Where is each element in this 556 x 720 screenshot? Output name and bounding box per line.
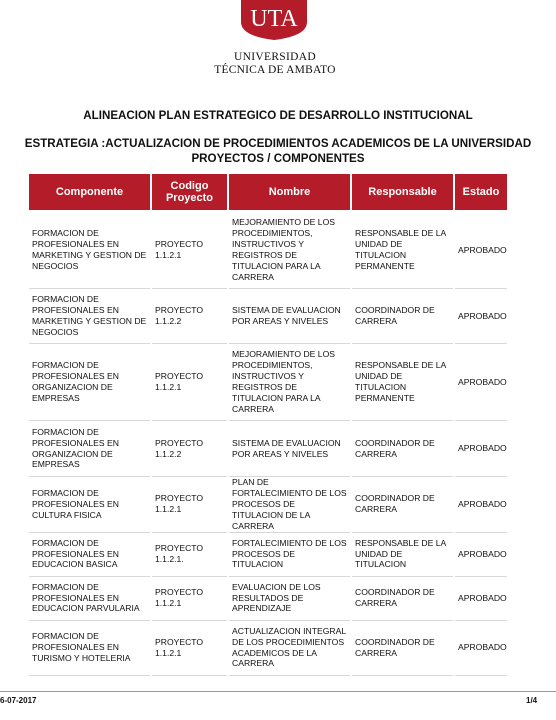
table-row (29, 477, 507, 533)
cell-nombre: MEJORAMIENTO DE LOS PROCEDIMIENTOS, INSTRUCTIVOS Y REGISTROS DE TITULACION PARA LA CARRERA (229, 344, 350, 421)
cell-nombre: SISTEMA DE EVALUACION POR AREAS Y NIVELES (229, 421, 350, 477)
cell-nombre: SISTEMA DE EVALUACION POR AREAS Y NIVELES (229, 289, 350, 344)
cell-estado: APROBADO (455, 421, 507, 477)
cell-componente: FORMACION DE PROFESIONALES EN CULTURA FISICA (29, 477, 150, 533)
header-codigo-proyecto: Codigo Proyecto (152, 174, 227, 212)
cell-codigo: PROYECTO 1.1.2.1 (152, 477, 227, 533)
subtitle-line-1: ESTRATEGIA :ACTUALIZACION DE PROCEDIMIENTOS ACADEMICOS DE LA UNIVERSIDAD (24, 137, 532, 150)
cell-componente: FORMACION DE PROFESIONALES EN EDUCACION BASICA (29, 533, 150, 577)
university-name-line2: TÉCNICA DE AMBATO (214, 64, 336, 76)
header-nombre: Nombre (229, 174, 350, 212)
table-row (29, 621, 507, 676)
cell-responsable: RESPONSABLE DE LA UNIDAD DE TITULACION PERMANENTE (352, 344, 453, 421)
cell-codigo: PROYECTO 1.1.2.2 (152, 421, 227, 477)
cell-responsable: COORDINADOR DE CARRERA (352, 289, 453, 344)
cell-nombre: PLAN DE FORTALECIMIENTO DE LOS PROCESOS DE TITULACION DE LA CARRERA (229, 477, 350, 533)
cell-componente: FORMACION DE PROFESIONALES EN ORGANIZACION DE EMPRESAS (29, 344, 150, 421)
cell-estado: APROBADO (455, 344, 507, 421)
cell-codigo: PROYECTO 1.1.2.1. (152, 533, 227, 577)
page-number: 1/4 (526, 696, 538, 705)
logo-text: UTA (250, 6, 298, 32)
cell-responsable: COORDINADOR DE CARRERA (352, 577, 453, 621)
subtitle-line-2: PROYECTOS / COMPONENTES (191, 152, 365, 165)
cell-componente: FORMACION DE PROFESIONALES EN ORGANIZACION DE EMPRESAS (29, 421, 150, 477)
cell-codigo: PROYECTO 1.1.2.2 (152, 289, 227, 344)
cell-estado: APROBADO (455, 289, 507, 344)
table-row (29, 533, 507, 577)
cell-nombre: MEJORAMIENTO DE LOS PROCEDIMIENTOS, INSTRUCTIVOS Y REGISTROS DE TITULACION PARA LA CARRERA (229, 212, 350, 289)
cell-responsable: RESPONSABLE DE LA UNIDAD DE TITULACION PERMANENTE (352, 212, 453, 289)
cell-codigo: PROYECTO 1.1.2.1 (152, 577, 227, 621)
footer-date: 6-07-2017 (0, 696, 37, 705)
cell-estado: APROBADO (455, 533, 507, 577)
cell-nombre: FORTALECIMIENTO DE LOS PROCESOS DE TITULACION (229, 533, 350, 577)
cell-componente: FORMACION DE PROFESIONALES EN EDUCACION PARVULARIA (29, 577, 150, 621)
cell-nombre: EVALUACION DE LOS RESULTADOS DE APRENDIZAJE (229, 577, 350, 621)
cell-estado: APROBADO (455, 212, 507, 289)
university-name-line1: UNIVERSIDAD (234, 51, 316, 63)
cell-responsable: COORDINADOR DE CARRERA (352, 477, 453, 533)
table-row (29, 421, 507, 477)
document-title: ALINEACION PLAN ESTRATEGICO DE DESARROLLO INSTITUCIONAL (83, 109, 473, 122)
header-componente: Componente (29, 174, 150, 212)
cell-estado: APROBADO (455, 477, 507, 533)
header-responsable: Responsable (352, 174, 453, 212)
cell-codigo: PROYECTO 1.1.2.1 (152, 344, 227, 421)
table-row (29, 212, 507, 289)
table-row (29, 289, 507, 344)
table-row (29, 344, 507, 421)
cell-componente: FORMACION DE PROFESIONALES EN MARKETING Y GESTION DE NEGOCIOS (29, 289, 150, 344)
cell-codigo: PROYECTO 1.1.2.1 (152, 621, 227, 676)
cell-responsable: COORDINADOR DE CARRERA (352, 421, 453, 477)
projects-table (27, 174, 509, 676)
footer-divider (0, 691, 556, 692)
cell-codigo: PROYECTO 1.1.2.1 (152, 212, 227, 289)
header-estado: Estado (455, 174, 507, 212)
table-row (29, 577, 507, 621)
university-logo (205, 0, 345, 82)
cell-estado: APROBADO (455, 577, 507, 621)
cell-nombre: ACTUALIZACION INTEGRAL DE LOS PROCEDIMIENTOS ACADEMICOS DE LA CARRERA (229, 621, 350, 676)
cell-componente: FORMACION DE PROFESIONALES EN MARKETING Y GESTION DE NEGOCIOS (29, 212, 150, 289)
cell-responsable: COORDINADOR DE CARRERA (352, 621, 453, 676)
cell-responsable: RESPONSABLE DE LA UNIDAD DE TITULACION (352, 533, 453, 577)
cell-estado: APROBADO (455, 621, 507, 676)
document-subtitle (0, 136, 556, 166)
cell-componente: FORMACION DE PROFESIONALES EN TURISMO Y HOTELERIA (29, 621, 150, 676)
table-header-row (29, 174, 507, 212)
